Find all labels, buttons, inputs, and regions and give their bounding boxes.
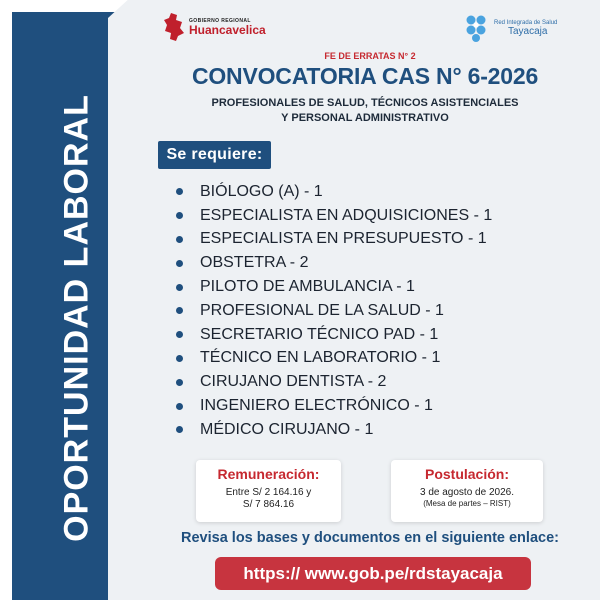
- subtitle-line2: Y PERSONAL ADMINISTRATIVO: [281, 112, 449, 124]
- positions-list: [176, 180, 492, 442]
- position-item: [176, 251, 492, 275]
- position-label: BIÓLOGO (A) - 1: [200, 182, 323, 200]
- bullet-icon: [176, 307, 183, 314]
- position-item: [176, 299, 492, 323]
- side-band-text: OPORTUNIDAD LABORAL: [57, 94, 96, 542]
- position-label: INGENIERO ELECTRÓNICO - 1: [200, 397, 433, 415]
- remuneracion-title: Remuneración:: [217, 466, 320, 482]
- position-label: ESPECIALISTA EN ADQUISICIONES - 1: [200, 206, 493, 224]
- bullet-icon: [176, 403, 183, 410]
- position-item: [176, 418, 492, 442]
- fe-de-erratas: FE DE ERRATAS N° 2: [324, 51, 416, 61]
- position-item: [176, 370, 492, 394]
- position-item: [176, 180, 492, 204]
- region-map-icon: [163, 12, 185, 42]
- position-label: ESPECIALISTA EN PRESUPUESTO - 1: [200, 230, 487, 248]
- bullet-icon: [176, 331, 183, 338]
- bullet-icon: [176, 284, 183, 291]
- position-label: MÉDICO CIRUJANO - 1: [200, 420, 374, 438]
- position-label: PILOTO DE AMBULANCIA - 1: [200, 278, 415, 296]
- position-label: SECRETARIO TÉCNICO PAD - 1: [200, 325, 439, 343]
- bases-link-button[interactable]: https:// www.gob.pe/rdstayacaja: [215, 557, 531, 590]
- position-label: PROFESIONAL DE LA SALUD - 1: [200, 301, 444, 319]
- remuneracion-card: [196, 460, 341, 522]
- bullet-icon: [176, 355, 183, 362]
- position-item: [176, 347, 492, 371]
- page-title: CONVOCATORIA CAS N° 6-2026: [191, 63, 539, 89]
- postulacion-title: Postulación:: [424, 466, 509, 482]
- remuneracion-line2: S/ 7 864.16: [242, 499, 295, 510]
- position-item: [176, 394, 492, 418]
- position-item: [176, 275, 492, 299]
- postulacion-line1: 3 de agosto de 2026.: [420, 487, 514, 498]
- bullet-icon: [176, 260, 183, 267]
- bullet-icon: [176, 426, 183, 433]
- bullet-icon: [176, 236, 183, 243]
- position-item: [176, 204, 492, 228]
- logo-left-small: GOBIERNO REGIONAL: [189, 18, 251, 24]
- bullet-icon: [176, 379, 183, 386]
- logo-left-big: Huancavelica: [189, 23, 266, 37]
- logo-right-small: Red Integrada de Salud: [494, 19, 558, 26]
- position-item: [176, 323, 492, 347]
- red-salud-icon: [462, 14, 490, 42]
- remuneracion-line1: Entre S/ 2 164.16 y: [225, 487, 312, 498]
- postulacion-line2: (Mesa de partes – RIST): [423, 499, 511, 508]
- red-salud-logo: [462, 14, 557, 42]
- bullet-icon: [176, 188, 183, 195]
- huancavelica-logo: [163, 12, 266, 42]
- position-label: CIRUJANO DENTISTA - 2: [200, 373, 387, 391]
- postulacion-card: [391, 460, 543, 522]
- se-requiere-label: Se requiere:: [158, 141, 271, 169]
- revisa-text: Revisa los bases y documentos en el siguiente enlace:: [181, 530, 559, 546]
- logo-right-big: Tayacaja: [508, 25, 548, 37]
- position-label: OBSTETRA - 2: [200, 254, 309, 272]
- bullet-icon: [176, 212, 183, 219]
- subtitle-line1: PROFESIONALES DE SALUD, TÉCNICOS ASISTENCIALES: [211, 97, 519, 109]
- position-item: [176, 228, 492, 252]
- position-label: TÉCNICO EN LABORATORIO - 1: [200, 349, 441, 367]
